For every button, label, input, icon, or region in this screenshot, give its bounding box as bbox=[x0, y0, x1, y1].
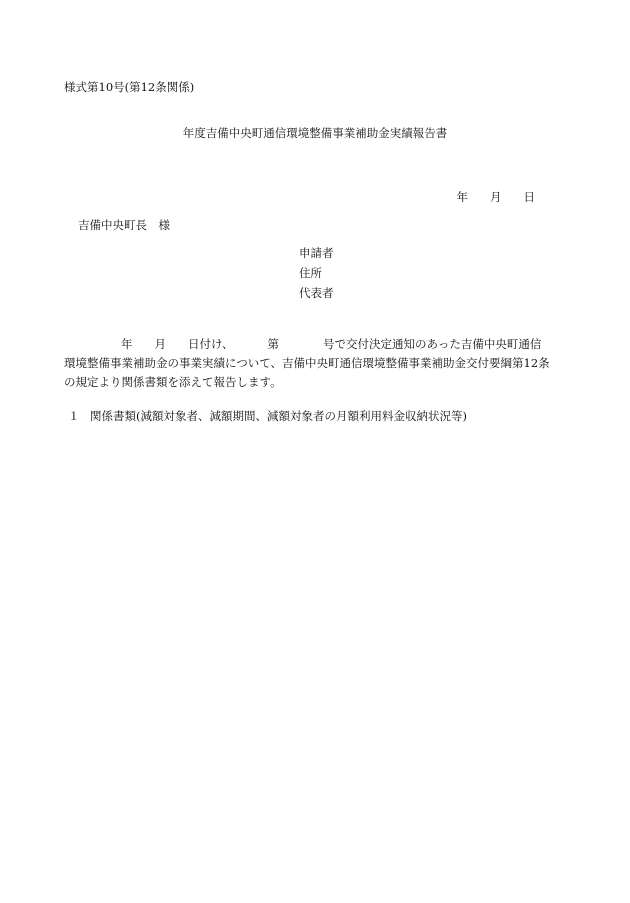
addressee: 吉備中央町長 様 bbox=[78, 218, 170, 232]
body-line-1-rest: 号で交付決定通知のあった吉備中央町通信 bbox=[323, 337, 542, 351]
address-label: 住所 bbox=[299, 266, 322, 280]
body-year: 年 bbox=[121, 337, 133, 351]
body-month: 月 bbox=[154, 337, 166, 351]
representative-label: 代表者 bbox=[299, 286, 334, 300]
date-year: 年 bbox=[456, 190, 468, 204]
attachment-item bbox=[68, 408, 467, 424]
body-dai: 第 bbox=[267, 337, 280, 351]
body-day: 日付け、 bbox=[188, 337, 234, 351]
date-month: 月 bbox=[490, 190, 502, 204]
applicant-label: 申請者 bbox=[299, 246, 334, 260]
body-line-3: の規定より関係書類を添えて報告します。 bbox=[64, 375, 282, 389]
document-title: 年度吉備中央町通信環境整備事業補助金実績報告書 bbox=[182, 126, 448, 140]
form-number: 様式第10号(第12条関係) bbox=[64, 80, 195, 94]
item-number: １ bbox=[68, 409, 80, 423]
body-line-2: 環境整備事業補助金の事業実績について、吉備中央町通信環境整備事業補助金交付要綱第12条 bbox=[64, 356, 550, 370]
body-paragraph bbox=[64, 335, 564, 392]
date-day: 日 bbox=[523, 190, 535, 204]
date-line bbox=[457, 189, 536, 205]
body-line-1 bbox=[64, 335, 564, 354]
item-text: 関係書類(減額対象者、減額期間、減額対象者の月額利用料金収納状況等) bbox=[90, 409, 467, 423]
applicant-block bbox=[299, 245, 334, 305]
